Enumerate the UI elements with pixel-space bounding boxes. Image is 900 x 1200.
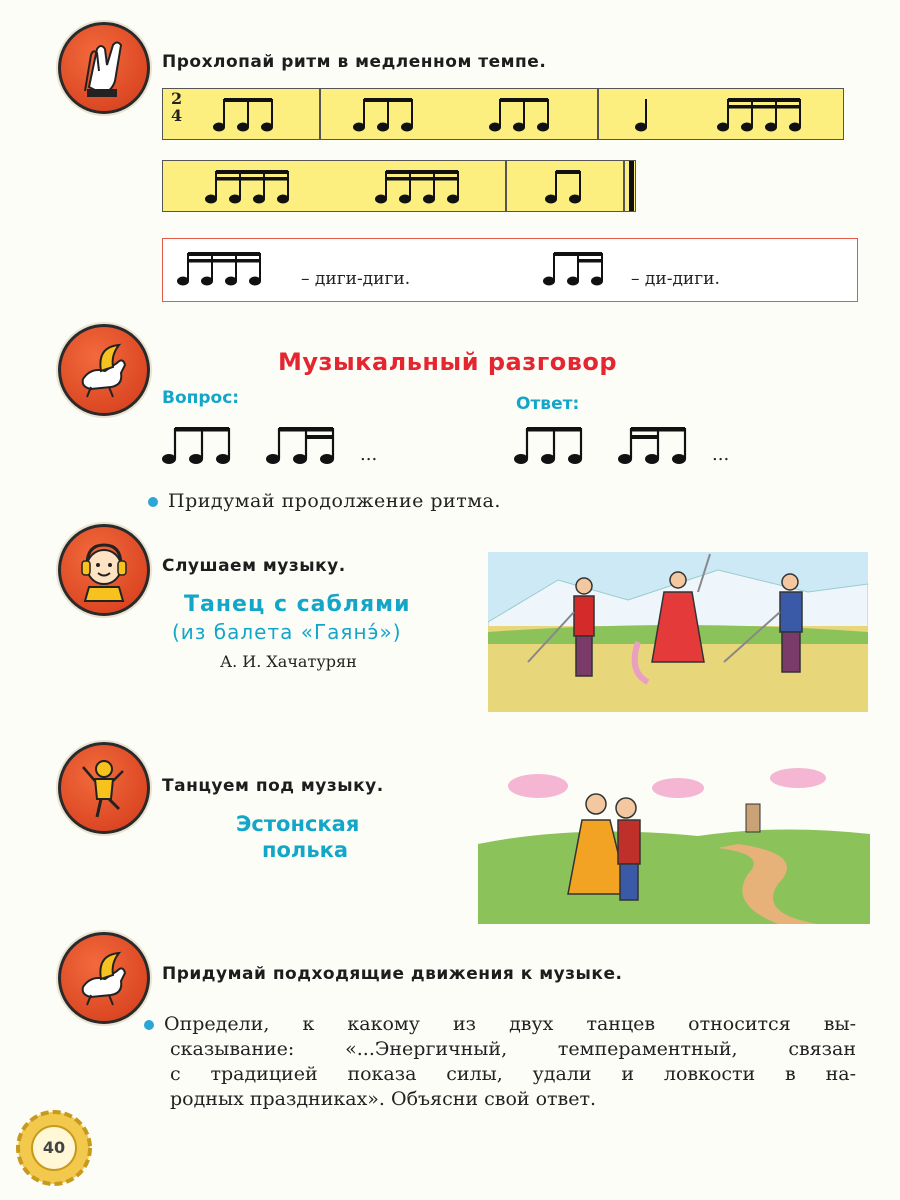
three-eighths-notes bbox=[487, 95, 557, 135]
question-rhythm bbox=[160, 424, 240, 468]
sabre-dance-title: Танец с саблями bbox=[184, 592, 411, 617]
rhythm-task bbox=[148, 490, 501, 512]
four-sixteenths-notes bbox=[715, 95, 811, 135]
bar-line bbox=[505, 161, 507, 211]
quarter-note bbox=[633, 95, 653, 135]
composer-name: А. И. Хачатурян bbox=[220, 652, 357, 671]
question-ellipsis: ... bbox=[360, 444, 378, 465]
syllables-three: – ди-диги. bbox=[631, 269, 720, 289]
question-rhythm bbox=[264, 424, 344, 468]
section-clap-title: Прохлопай ритм в медленном темпе. bbox=[162, 52, 547, 72]
syllables-four: – диги-диги. bbox=[301, 269, 411, 289]
bar-line bbox=[597, 89, 599, 139]
question-label: Вопрос: bbox=[162, 388, 240, 408]
task-line-4: родных праздниках». Объясни свой ответ. bbox=[170, 1088, 597, 1110]
movements-title: Придумай подходящие движения к музыке. bbox=[162, 964, 623, 984]
sabre-dance-illustration bbox=[488, 552, 868, 712]
pegasus-horse-icon bbox=[58, 932, 150, 1024]
bar-line bbox=[623, 161, 625, 211]
page-number-badge bbox=[14, 1108, 94, 1188]
three-sixteenths-notes bbox=[541, 249, 613, 289]
estonian-polka-title-2: полька bbox=[262, 838, 349, 862]
bullet-icon bbox=[144, 1020, 154, 1030]
task-line-2: сказывание: «...Энергичный, темпераментный, связан bbox=[170, 1038, 856, 1060]
four-sixteenths-notes bbox=[373, 167, 469, 207]
estonian-polka-title-1: Эстонская bbox=[236, 812, 360, 836]
answer-label: Ответ: bbox=[516, 394, 580, 414]
rhythm-task-text: Придумай продолжение ритма. bbox=[168, 490, 501, 512]
pegasus-horse-icon bbox=[58, 324, 150, 416]
four-sixteenths-notes bbox=[175, 249, 271, 289]
bar-line bbox=[319, 89, 321, 139]
time-signature bbox=[171, 90, 182, 124]
time-signature-bottom: 4 bbox=[171, 106, 183, 125]
answer-rhythm bbox=[512, 424, 592, 468]
music-conversation-title: Музыкальный разговор bbox=[278, 348, 618, 376]
dance-title: Танцуем под музыку. bbox=[162, 776, 384, 796]
answer-ellipsis: ... bbox=[712, 444, 730, 465]
sabre-dance-subtitle: (из балета «Гаянэ́») bbox=[172, 620, 402, 644]
bullet-icon bbox=[148, 497, 158, 507]
answer-rhythm bbox=[616, 424, 696, 468]
final-bar-line bbox=[629, 161, 634, 211]
rhythm-line-1 bbox=[162, 88, 844, 140]
listen-title: Слушаем музыку. bbox=[162, 556, 346, 576]
time-signature-top: 2 bbox=[171, 89, 183, 108]
dancing-boy-icon bbox=[58, 742, 150, 834]
three-eighths-notes bbox=[211, 95, 281, 135]
two-eighths-notes bbox=[543, 167, 591, 207]
page-number: 40 bbox=[42, 1138, 66, 1157]
four-sixteenths-notes bbox=[203, 167, 299, 207]
three-eighths-notes bbox=[351, 95, 421, 135]
boy-headphones-icon bbox=[58, 524, 150, 616]
polka-illustration bbox=[478, 764, 870, 924]
rhythm-line-2 bbox=[162, 160, 636, 212]
clapping-hands-icon bbox=[58, 22, 150, 114]
dance-question-task bbox=[144, 1012, 856, 1112]
rhythm-syllables-box bbox=[162, 238, 858, 302]
task-line-1: Определи, к какому из двух танцев относится вы- bbox=[144, 1012, 856, 1037]
task-line-3: с традицией показа силы, удали и ловкости в на- bbox=[170, 1063, 856, 1085]
